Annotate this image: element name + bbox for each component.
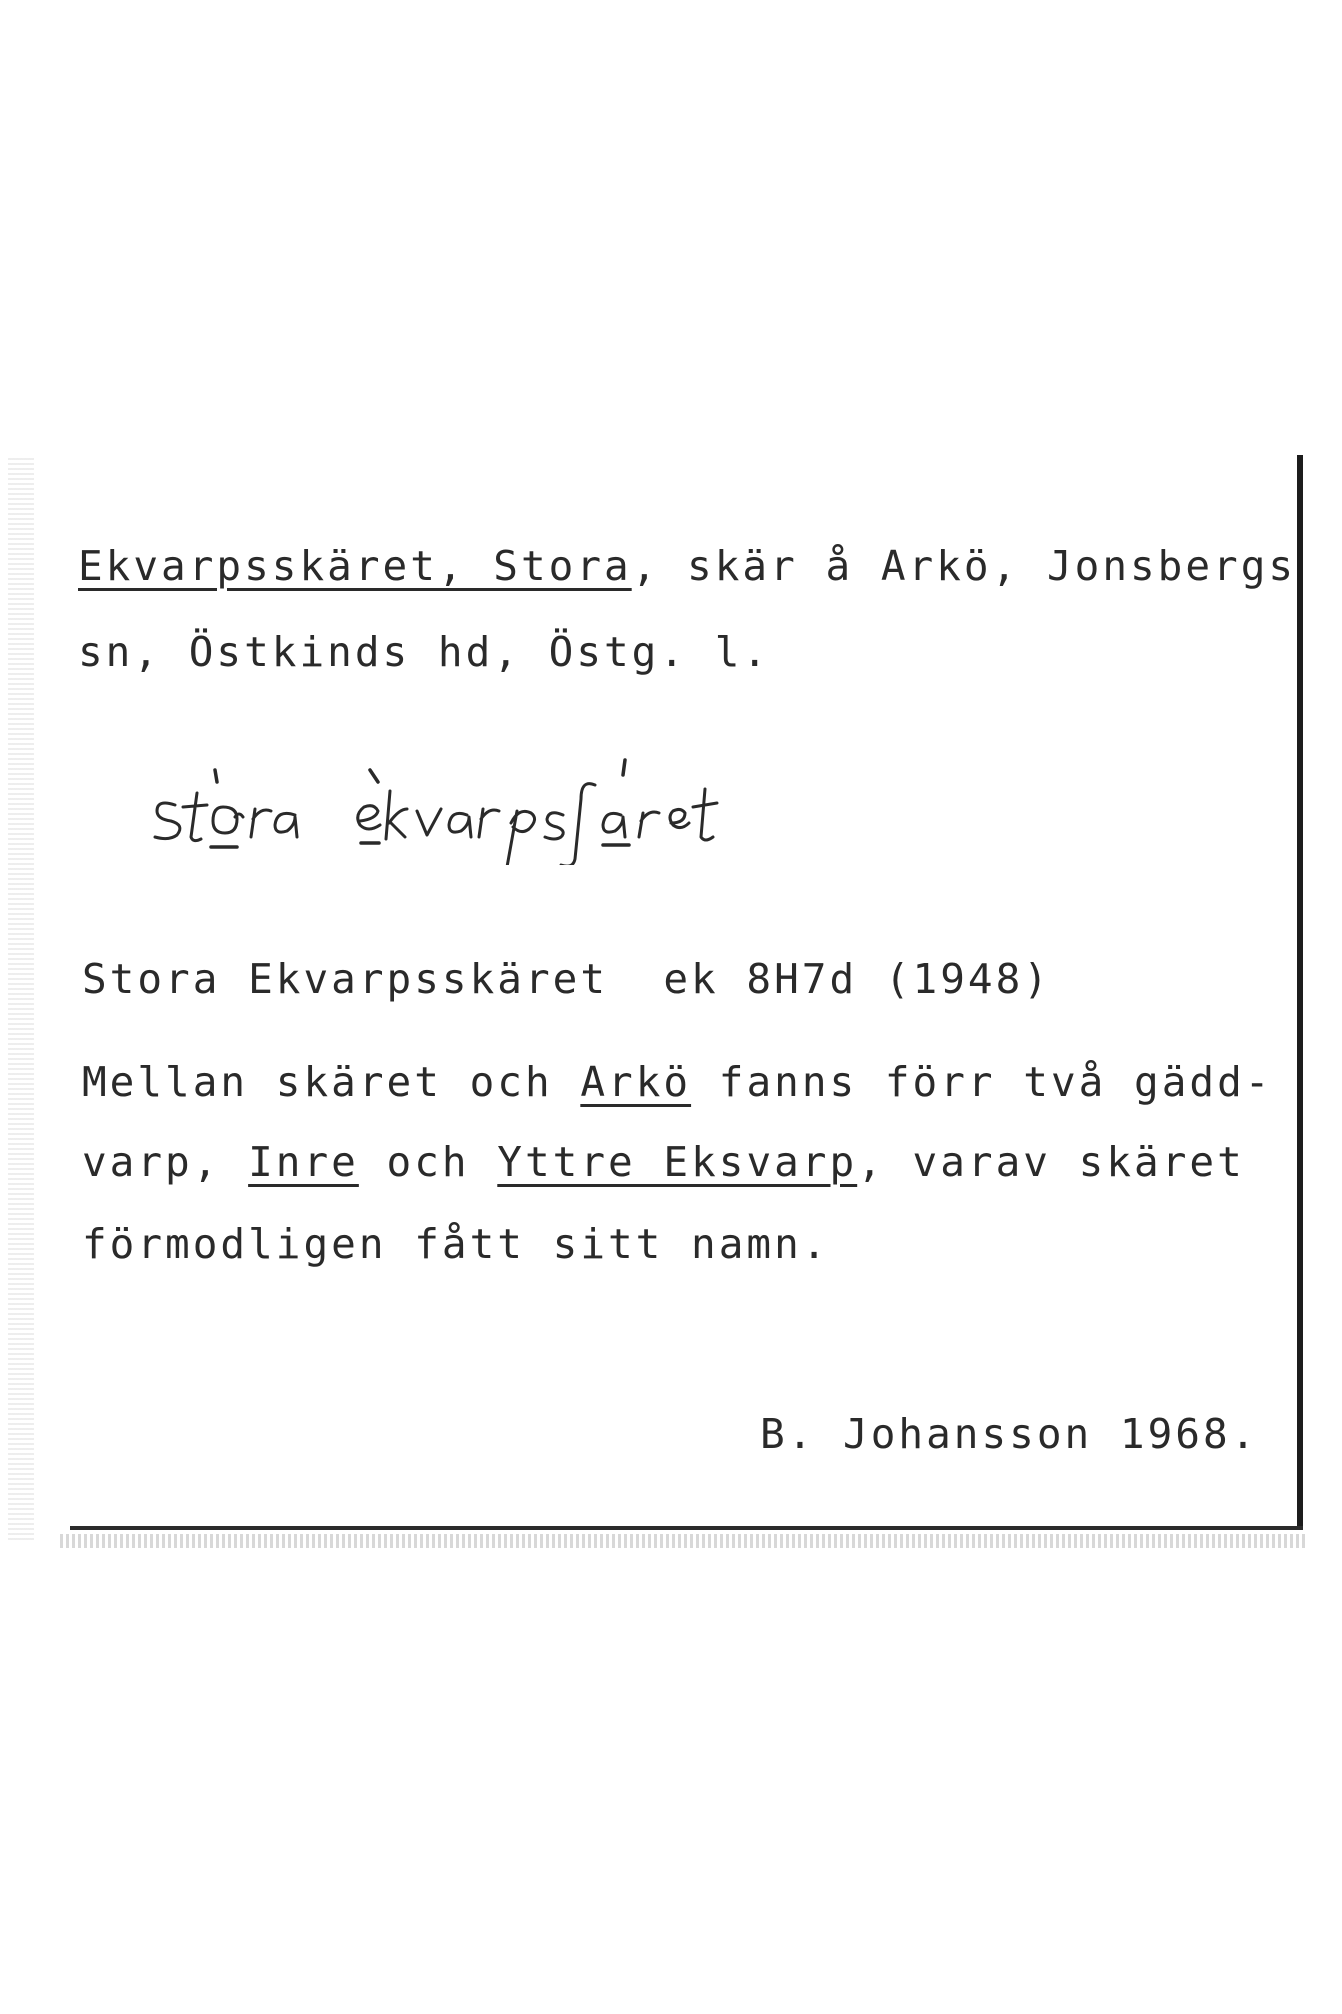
note-line-1 (82, 1058, 1272, 1106)
note-text: fanns förr två gädd- (691, 1058, 1273, 1106)
place-reference-arko: Arkö (580, 1058, 692, 1106)
place-reference-yttre: Yttre Eksvarp (497, 1138, 858, 1186)
signature: B. Johansson 1968. (760, 1410, 1259, 1458)
note-line-3: förmodligen fått sitt namn. (82, 1220, 830, 1268)
note-text: , varav skäret (857, 1138, 1245, 1186)
heading-line-1 (78, 542, 1296, 590)
place-name: Ekvarpsskäret, Stora (78, 542, 632, 590)
note-line-2 (82, 1138, 1245, 1186)
card-bottom-edge (70, 1526, 1303, 1530)
note-text: och (358, 1138, 498, 1186)
heading-line-2: sn, Östkinds hd, Östg. l. (78, 628, 771, 676)
note-text: Mellan skäret och (82, 1058, 581, 1106)
place-reference-inre: Inre (248, 1138, 359, 1186)
card-right-edge (1297, 455, 1303, 1530)
place-description: , skär å Arkö, Jonsbergs (631, 542, 1297, 590)
handwritten-pronunciation (145, 745, 845, 865)
note-text: varp, (82, 1138, 249, 1186)
card-shadow (60, 1534, 1305, 1548)
map-reference: Stora Ekvarpsskäret ek 8H7d (1948) (82, 955, 1051, 1003)
card-left-edge (8, 455, 34, 1540)
